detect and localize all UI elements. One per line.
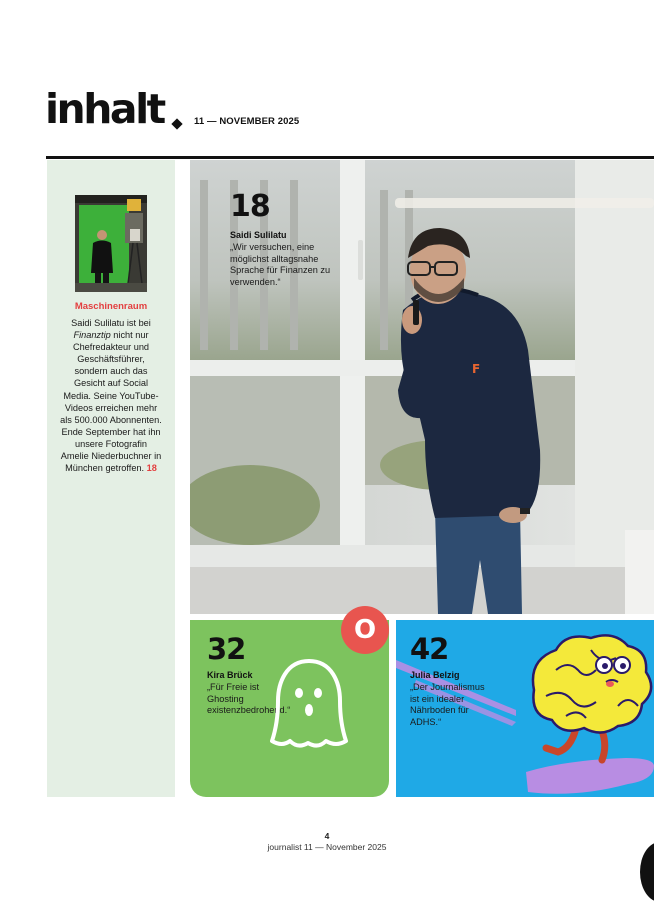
sidebar-text-italic: Finanztip [73, 330, 111, 341]
footer-page-number: 4 [324, 831, 330, 841]
hero-quote: „Wir versuchen, eine möglichst alltagsnahe Sprache für Finanzen zu verwenden.“ [230, 242, 331, 287]
badge-letter: O [353, 615, 377, 645]
page-title: inhalt [45, 85, 164, 133]
sidebar-page-ref[interactable]: 18 [146, 463, 157, 474]
card-green-person-name: Kira Brück [207, 670, 253, 680]
sidebar-text-part1: Saidi Sulilatu ist bei [71, 318, 151, 328]
hero-page-number[interactable]: 18 [230, 189, 270, 224]
diamond-icon [171, 118, 182, 129]
sidebar-teaser [60, 317, 162, 474]
hero-photo[interactable] [190, 160, 654, 614]
card-green-page-number[interactable]: 32 [207, 632, 246, 666]
issue-date: 11 — NOVEMBER 2025 [194, 116, 300, 127]
card-blue-quote: „Der Journalismus ist ein idealer Nährboden für ADHS.“ [410, 682, 485, 727]
sidebar-photo[interactable] [75, 195, 147, 292]
hero-person-name: Saidi Sulilatu [230, 230, 287, 240]
ghost-icon [268, 655, 350, 755]
header-rule [46, 156, 654, 159]
svg-text:F: F [472, 362, 481, 376]
sidebar-text-part2: nicht nur Chefredakteur und Geschäftsführer, sondern auch das Gesicht auf Social Media. Seine YouTube-Videos erreichen mehr als 500.000 Abonnenten. Ende September hat ihn unsere Fotografin Amelie Niederbuchner in München getroffen. [60, 330, 162, 474]
card-blue-page-number[interactable]: 42 [410, 632, 449, 666]
card-blue-person-name: Julia Belzig [410, 670, 460, 680]
sidebar-kicker: Maschinenraum [74, 301, 148, 312]
card-green-quote: „Für Freie ist Ghosting existenzbedrohend.“ [207, 682, 291, 715]
footer-issue-line: journalist 11 — November 2025 [267, 842, 387, 852]
